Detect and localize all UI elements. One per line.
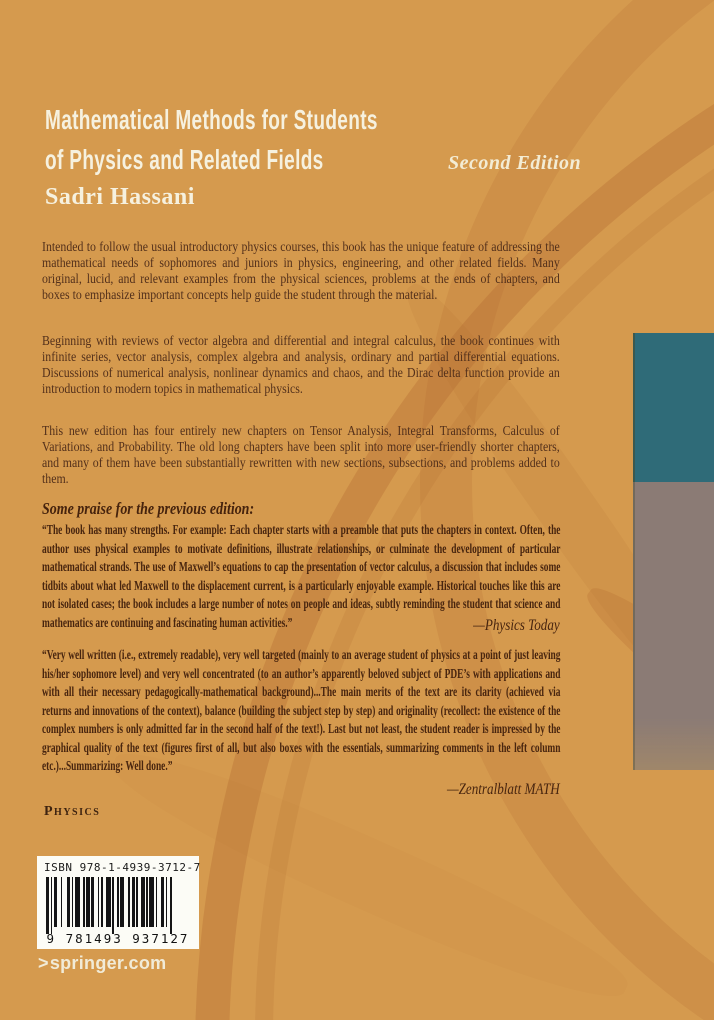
description-paragraph-2: Beginning with reviews of vector algebra and differential and integral calculus, the book continues with infinite series, vector analysis, complex algebra and analysis, ordinary and partial differential equations. Discussions of numerical analysis, nonlinear dynamics and chaos, and the Dirac delta function provide an introduction to modern topics in mathematical physics. — [42, 334, 560, 397]
review-source-2: —Zentralblatt MATH — [446, 781, 560, 798]
isbn-label: ISBN 978-1-4939-3712-7 — [44, 861, 201, 874]
review-quote-1: “The book has many strengths. For example: Each chapter starts with a preamble that puts the chapters in context. Often, the author uses physical examples to motivate definitions, illustrate relationships, or culminate the development of particular mathematical strands. The use of Maxwell’s equations to cap the presentation of vector calculus, a discussion that includes some tidbits about what led Maxwell to the displacement current, is a particularly enjoyable example. Historical touches like this are not isolated cases; the book includes a large number of notes on people and ideas, subtly reminding the student that science and mathematics are continuing and fascinating human activities.” — [42, 522, 561, 630]
description-paragraph-3: This new edition has four entirely new chapters on Tensor Analysis, Integral Transforms, Calculus of Variations, and Probability. The old long chapters have been split into more user-friendly shorter chapters, and many of them have been substantially rewritten with new sections, subsections, and problems added to them. — [42, 424, 560, 487]
teal-accent-bar — [633, 333, 714, 482]
publisher-url: springer.com — [49, 953, 167, 973]
barcode-number: 9 781493 937127 — [46, 931, 190, 946]
praise-heading: Some praise for the previous edition: — [42, 499, 255, 518]
review-source-1: —Physics Today — [473, 617, 560, 634]
barcode — [44, 877, 192, 927]
edition-label: Second Edition — [448, 152, 582, 174]
springer-arrow-icon: > — [38, 953, 49, 973]
author-name: Sadri Hassani — [45, 184, 195, 210]
book-title-line-2: of Physics and Related Fields — [45, 144, 324, 175]
isbn-barcode-panel — [37, 856, 199, 949]
description-paragraph-1: Intended to follow the usual introductory physics courses, this book has the unique feature of addressing the mathematical needs of sophomores and juniors in physics, engineering, and other related fields. Many original, lucid, and relevant examples from the physical sciences, problems at the ends of chapters, and boxes to emphasize important concepts help guide the student through the material. — [42, 240, 560, 303]
review-quote-2: “Very well written (i.e., extremely readable), very well targeted (mainly to an average student of physics at a point of just leaving his/her sophomore level) and very well concentrated (to an author’s apparently beloved subject of PDE’s with applications and with all their necessary pedagogically-mathematical background)...The main merits of the text are its clarity (achieved via returns and innovations of the context), balance (building the subject step by step) and originality (recollect: the existence of the complex numbers is only admitted far in the second half of the text!). Last but not least, the student reader is impressed by the graphical quality of the text (figures first of all, but also boxes with the essentials, summarizing comments in the left column etc.)...Summarizing: Well done.” — [42, 647, 561, 773]
gray-accent-bar — [633, 482, 714, 770]
category-label: Physics — [44, 804, 101, 819]
publisher-logo — [38, 953, 166, 974]
book-title-line-1: Mathematical Methods for Students — [45, 104, 378, 135]
